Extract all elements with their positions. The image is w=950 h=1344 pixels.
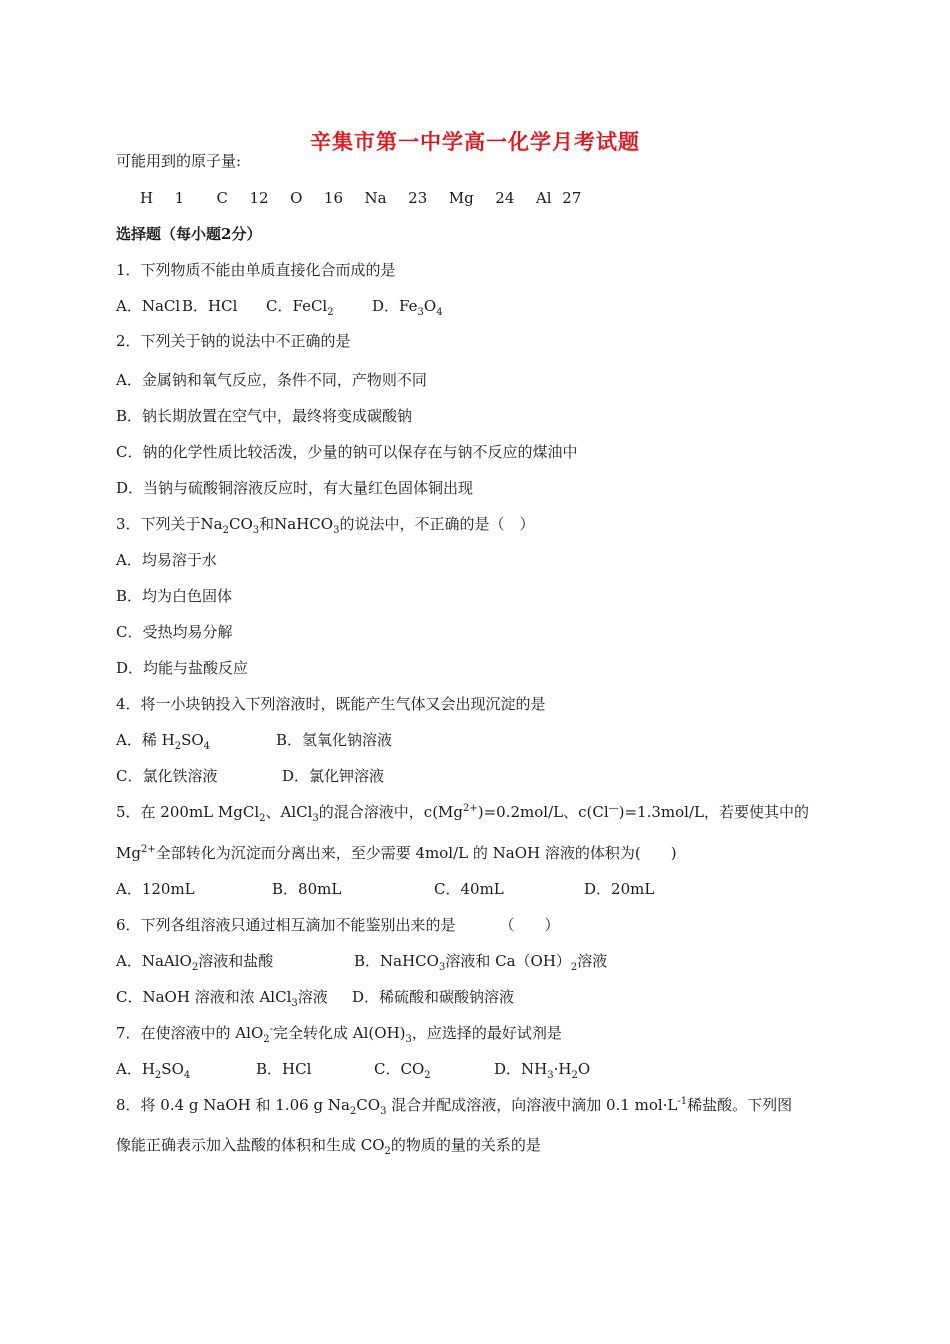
q5-option-a: A．120mL: [116, 880, 195, 898]
q4-option-a: A．稀 $H_2SO_4$: [116, 731, 211, 752]
q2-option-b: B．钠长期放置在空气中，最终将变成碳酸钠: [116, 407, 413, 425]
q1-option-c: C．FeCl$_2$: [266, 297, 334, 318]
q7-option-d: D．$NH_3\cdot H_2O$: [494, 1060, 591, 1081]
question-1-options: [116, 295, 443, 317]
question-1-stem: 1．下列物质不能由单质直接化合而成的是: [116, 261, 396, 279]
q1-option-a: A．NaCl: [116, 297, 181, 315]
q4-option-d: D．氯化钾溶液: [282, 767, 385, 785]
q3-option-b: B．均为白色固体: [116, 587, 233, 605]
q2-option-c: C．钠的化学性质比较活泼，少量的钠可以保存在与钠不反应的煤油中: [116, 443, 578, 461]
q6-option-a: A．NaAlO$_2$溶液和盐酸: [116, 952, 274, 973]
atomic-mass-values: H 1 C 12 O 16 Na 23 Mg 24 Al 27: [140, 189, 582, 207]
question-8-stem-line2: 像能正确表示加入盐酸的体积和生成 $CO_2$的物质的量的关系的是: [116, 1136, 541, 1157]
page-title: 辛集市第一中学高一化学月考试题: [310, 129, 640, 154]
q6-option-b: B．NaHCO$_3$溶液和 $Ca(OH)_2$溶液: [354, 952, 608, 973]
q6-option-d: D．稀硫酸和碳酸钠溶液: [352, 988, 515, 1006]
question-4-options-cd: [116, 765, 384, 787]
q7-option-a: A．$H_2SO_4$: [116, 1060, 191, 1081]
question-7-options: [116, 1058, 590, 1080]
question-5-stem-line2: $Mg^{2+}$全部转化为沉淀而分离出来，至少需要 4mol/L 的 NaOH 溶液的体积为( ): [116, 844, 677, 862]
question-4-stem: 4．将一小块钠投入下列溶液时，既能产生气体又会出现沉淀的是: [116, 695, 546, 713]
question-2-stem: 2．下列关于钠的说法中不正确的是: [116, 332, 351, 350]
question-5-stem-line1: 5．在 200mL MgCl$_2$、AlCl$_3$的混合溶液中，$c(Mg^{2+})=0.2mol/L$、c(Cl—)=1.3mol/L，若要使其中的: [116, 803, 809, 824]
question-6-options-ab: [116, 950, 607, 972]
q3-option-d: D．均能与盐酸反应: [116, 659, 249, 677]
question-3-stem: 3．下列关于$Na_2CO_3$和NaHCO$_3$的说法中，不正确的是（ ）: [116, 515, 535, 536]
q3-option-c: C．受热均易分解: [116, 623, 233, 641]
q3-option-a: A．均易溶于水: [116, 551, 217, 569]
q5-option-d: D．20mL: [584, 880, 655, 898]
question-6-stem: 6．下列各组溶液只通过相互滴加不能鉴别出来的是 （ ）: [116, 916, 560, 934]
q6-option-c: C．NaOH 溶液和浓 AlCl$_3$溶液: [116, 988, 328, 1009]
q5-option-b: B．80mL: [272, 880, 342, 898]
q4-option-b: B．氢氧化钠溶液: [276, 731, 393, 749]
q1-option-b: B．HCl: [182, 297, 238, 315]
question-5-options: [116, 878, 654, 900]
question-6-options-cd: [116, 986, 514, 1008]
question-7-stem: 7．在使溶液中的 AlO$_2$-完全转化成 $Al(OH)_3$，应选择的最好试剂是: [116, 1024, 562, 1045]
atomic-mass-label: 可能用到的原子量:: [116, 152, 242, 170]
question-8-stem-line1: 8．将 0.4 g NaOH 和 1.06 g $Na_2CO_3$ 混合并配成溶液，向溶液中滴加 0.1 $mol\cdot L^{-1}$稀盐酸。下列图: [116, 1096, 793, 1117]
q7-option-b: B．HCl: [256, 1060, 312, 1078]
question-4-options-ab: [116, 729, 392, 751]
q5-option-c: C．40mL: [434, 880, 504, 898]
section-heading: 选择题（每小题2分）: [116, 225, 262, 243]
q1-option-d: D．$Fe_3O_4$: [372, 297, 443, 318]
q2-option-d: D．当钠与硫酸铜溶液反应时，有大量红色固体铜出现: [116, 479, 474, 497]
q4-option-c: C．氯化铁溶液: [116, 767, 218, 785]
q7-option-c: C．$CO_2$: [374, 1060, 431, 1081]
q2-option-a: A．金属钠和氧气反应，条件不同，产物则不同: [116, 371, 427, 389]
